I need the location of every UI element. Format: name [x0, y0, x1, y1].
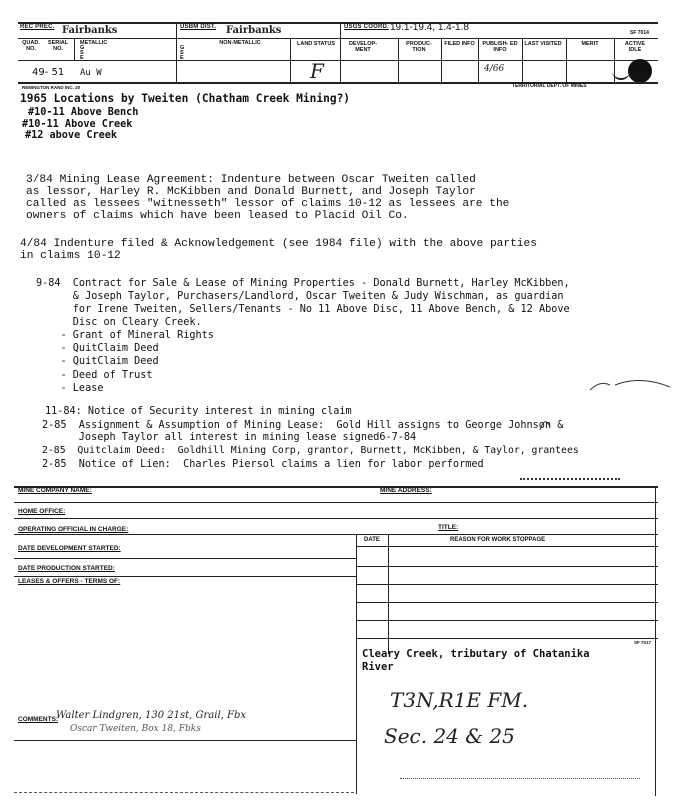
entry-3-84-line-4: owners of claims which have been leased to Placid Oil Co.	[26, 210, 409, 222]
usgs-coord-label: USGS COORD.	[344, 24, 389, 30]
bottom-dots	[400, 778, 640, 779]
rec-prec-value: Fairbanks	[62, 25, 118, 36]
col-develop-ment: DEVELOP- MENT	[348, 41, 378, 53]
township-range: T3N,R1E FM.	[390, 688, 529, 712]
notes-line-2: #10-11 Above Creek	[22, 119, 133, 130]
col-serial-no: SERIAL NO.	[47, 40, 69, 52]
mine-address-label: MINE ADDRESS:	[380, 487, 432, 494]
comments-label: COMMENTS:	[18, 716, 59, 723]
home-office-label: HOME OFFICE:	[18, 508, 66, 515]
entry-3-84-line-1: 3/84 Mining Lease Agreement: Indenture between Oscar Tweiten called	[26, 174, 476, 186]
printer-info: REMINGTON RAND INC. 20	[22, 85, 81, 90]
reason-col-header: REASON FOR WORK STOPPAGE	[450, 537, 546, 543]
usbm-dist-value: Fairbanks	[226, 25, 282, 36]
notes-line-3: #12 above Creek	[25, 130, 118, 141]
col-metallic: METALLIC	[80, 40, 108, 46]
form-number-2: SF 7017	[634, 640, 652, 645]
notes-line-1: #10-11 Above Bench	[28, 107, 139, 118]
col-last-visited: LAST VISITED	[524, 41, 562, 47]
col-publish-info: PUBLISH- ED INFO	[482, 41, 518, 53]
entry-2-85-assignment-line-2: Joseph Taylor all interest in mining lease signed6-7-84	[42, 432, 417, 443]
col-merit: MERIT	[581, 41, 599, 47]
pen-strokes	[520, 375, 670, 435]
rec-prec-label: REC PREC.	[20, 24, 55, 30]
entry-9-84-line-2: & Joseph Taylor, Purchasers/Landlord, Oscar Tweiten & Judy Wischman, as guardian	[36, 291, 564, 302]
nonmetallic-letters: G S E	[180, 45, 185, 61]
entry-3-84-line-2: as lessor, Harley R. McKibben and Donald Burnett, and Joseph Taylor	[26, 186, 476, 198]
entry-9-84-item-3: - QuitClaim Deed	[36, 356, 159, 367]
col-land-status: LAND STATUS	[297, 41, 335, 47]
entry-2-85-quitclaim: 2-85 Quitclaim Deed: Goldhill Mining Corp, grantor, Burnett, McKibben, & Taylor, grantees	[42, 445, 579, 456]
notes-title: 1965 Locations by Tweiten (Chatham Creek Mining?)	[20, 92, 351, 105]
quad-value: 49- 51	[32, 67, 65, 78]
dept-name: TERRITORIAL DEPT. OF MINES	[512, 83, 587, 89]
entry-9-84-item-4: - Deed of Trust	[36, 370, 153, 381]
bottom-edge	[14, 792, 354, 793]
col-quad-no: QUAD. NO.	[22, 40, 40, 52]
col-nonmetallic: NON-METALLIC	[219, 40, 261, 46]
land-status-value: F	[310, 59, 324, 83]
usbm-dist-label: USBM DIST.	[180, 24, 217, 30]
entry-9-84-line-1: 9-84 Contract for Sale & Lease of Mining Properties - Donald Burnett, Harley McKibben,	[36, 278, 570, 289]
dev-started-label: DATE DEVELOPMENT STARTED:	[18, 545, 121, 552]
entry-9-84-line-4: Disc on Cleary Creek.	[36, 317, 202, 328]
operating-official-label: OPERATING OFFICIAL IN CHARGE:	[18, 526, 129, 533]
title-label: TITLE:	[438, 524, 459, 531]
comment-line-2: Oscar Tweiten, Box 18, Fbks	[70, 724, 201, 734]
entry-4-84-line-2: in claims 10-12	[20, 250, 121, 262]
entry-9-84-line-3: for Irene Tweiten, Sellers/Tenants - No 11 Above Disc, 11 Above Bench, & 12 Above	[36, 304, 570, 315]
entry-11-84: 11-84: Notice of Security interest in mining claim	[45, 406, 352, 417]
publish-value: 4/66	[484, 64, 505, 74]
date-col-header: DATE	[364, 537, 380, 543]
entry-2-85-lien: 2-85 Notice of Lien: Charles Piersol claims a lien for labor performed	[42, 459, 484, 470]
entry-2-85-assignment-line-1: 2-85 Assignment & Assumption of Mining Lease: Gold Hill assigns to George Johnson &	[42, 420, 564, 431]
section-number: Sec. 24 & 25	[384, 724, 515, 748]
mine-company-label: MINE COMPANY NAME:	[18, 487, 92, 494]
form-number: SF 7014	[630, 30, 649, 36]
prod-started-label: DATE PRODUCTION STARTED:	[18, 565, 115, 572]
entry-9-84-item-2: - QuitClaim Deed	[36, 343, 159, 354]
entry-9-84-item-5: - Lease	[36, 383, 104, 394]
metallic-letters: G S E	[80, 45, 85, 61]
location-line-1: Cleary Creek, tributary of Chatanika	[362, 648, 590, 660]
entry-3-84-line-3: called as lessees "witnesseth" lessor of claims 10-12 as lessees are the	[26, 198, 510, 210]
leases-label: LEASES & OFFERS - TERMS OF:	[18, 578, 121, 585]
col-filed-info: FILED INFO	[444, 41, 475, 47]
entry-4-84-line-1: 4/84 Indenture filed & Acknowledgement (see 1984 file) with the above parties	[20, 238, 537, 250]
usgs-coord-value: 19.1-19.4, 1.4-1.8	[390, 22, 469, 33]
lien-scribble	[520, 472, 620, 480]
col-active-idle: ACTIVE IDLE	[624, 41, 646, 53]
location-line-2: River	[362, 661, 394, 673]
black-dot	[628, 59, 652, 83]
serial-value: Au W	[80, 68, 102, 78]
entry-9-84-item-1: - Grant of Mineral Rights	[36, 330, 214, 341]
col-produc-tion: PRODUC- TION	[406, 41, 432, 53]
comment-line-1: Walter Lindgren, 130 21st, Grail, Fbx	[56, 710, 247, 721]
